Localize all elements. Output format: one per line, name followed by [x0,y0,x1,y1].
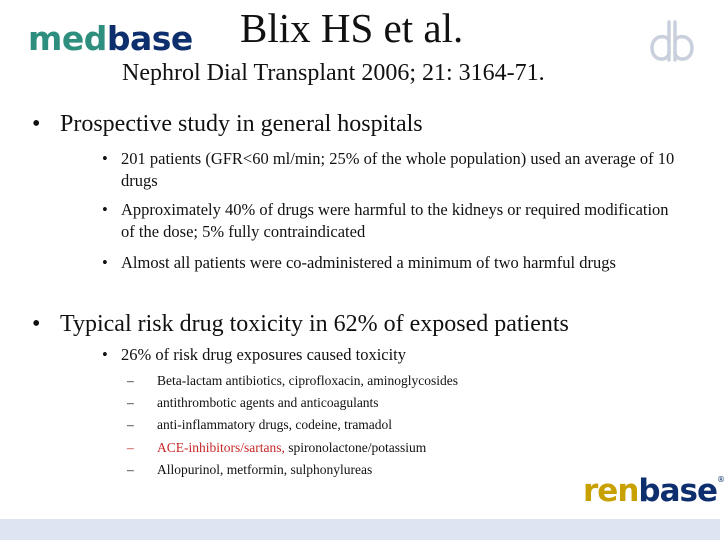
drug-list-text: antithrombotic agents and anticoagulants [157,395,379,410]
sub-bullet-text: 26% of risk drug exposures caused toxicity [121,345,407,364]
dash-symbol: – [127,395,134,410]
dash-symbol: – [127,462,134,477]
bullet-symbol: • [102,253,108,272]
medbase-logo-part2: base [106,19,193,58]
sub-bullet-text: Almost all patients were co-administered a minimum of two harmful drugs [121,253,616,272]
medbase-logo-part1: med [28,19,107,58]
highlighted-drug-text: ACE-inhibitors/sartans, [157,440,285,455]
renbase-logo-part1: ren [583,473,639,509]
drug-list-text: Allopurinol, metformin, sulphonylureas [157,462,373,477]
medbase-logo [28,19,193,58]
renbase-logo [583,473,724,509]
citation-subtitle: Nephrol Dial Transplant 2006; 21: 3164-71. [122,60,545,86]
dash-symbol: – [127,373,134,388]
drug-list-text [157,439,426,457]
bullet-symbol: • [102,345,108,364]
bullet-symbol: • [102,200,108,219]
dash-symbol: – [127,417,134,432]
slide-title: Blix HS et al. [240,5,464,51]
drug-list-text: Beta-lactam antibiotics, ciprofloxacin, aminoglycosides [157,373,459,388]
renbase-logo-part2: base [638,473,717,509]
bullet-symbol: • [32,111,41,137]
bottom-bar [0,519,720,540]
bullet-symbol: • [32,311,41,337]
bullet-symbol: • [102,149,108,168]
main-bullet-text: Prospective study in general hospitals [60,111,423,137]
db-emblem-icon [642,16,702,77]
drug-rest-text: spironolactone/potassium [284,440,427,455]
main-bullet-text: Typical risk drug toxicity in 62% of exposed patients [60,311,569,337]
registered-mark: ® [716,475,724,484]
dash-symbol: – [127,440,134,455]
sub-bullet-text: 201 patients (GFR<60 ml/min; 25% of the whole population) used an average of 10 drugs [121,149,675,190]
sub-bullet-text: Approximately 40% of drugs were harmful to the kidneys or required modification of the dose; 5% fully contraindicated [121,200,669,241]
drug-list-text: anti-inflammatory drugs, codeine, tramadol [157,417,393,432]
